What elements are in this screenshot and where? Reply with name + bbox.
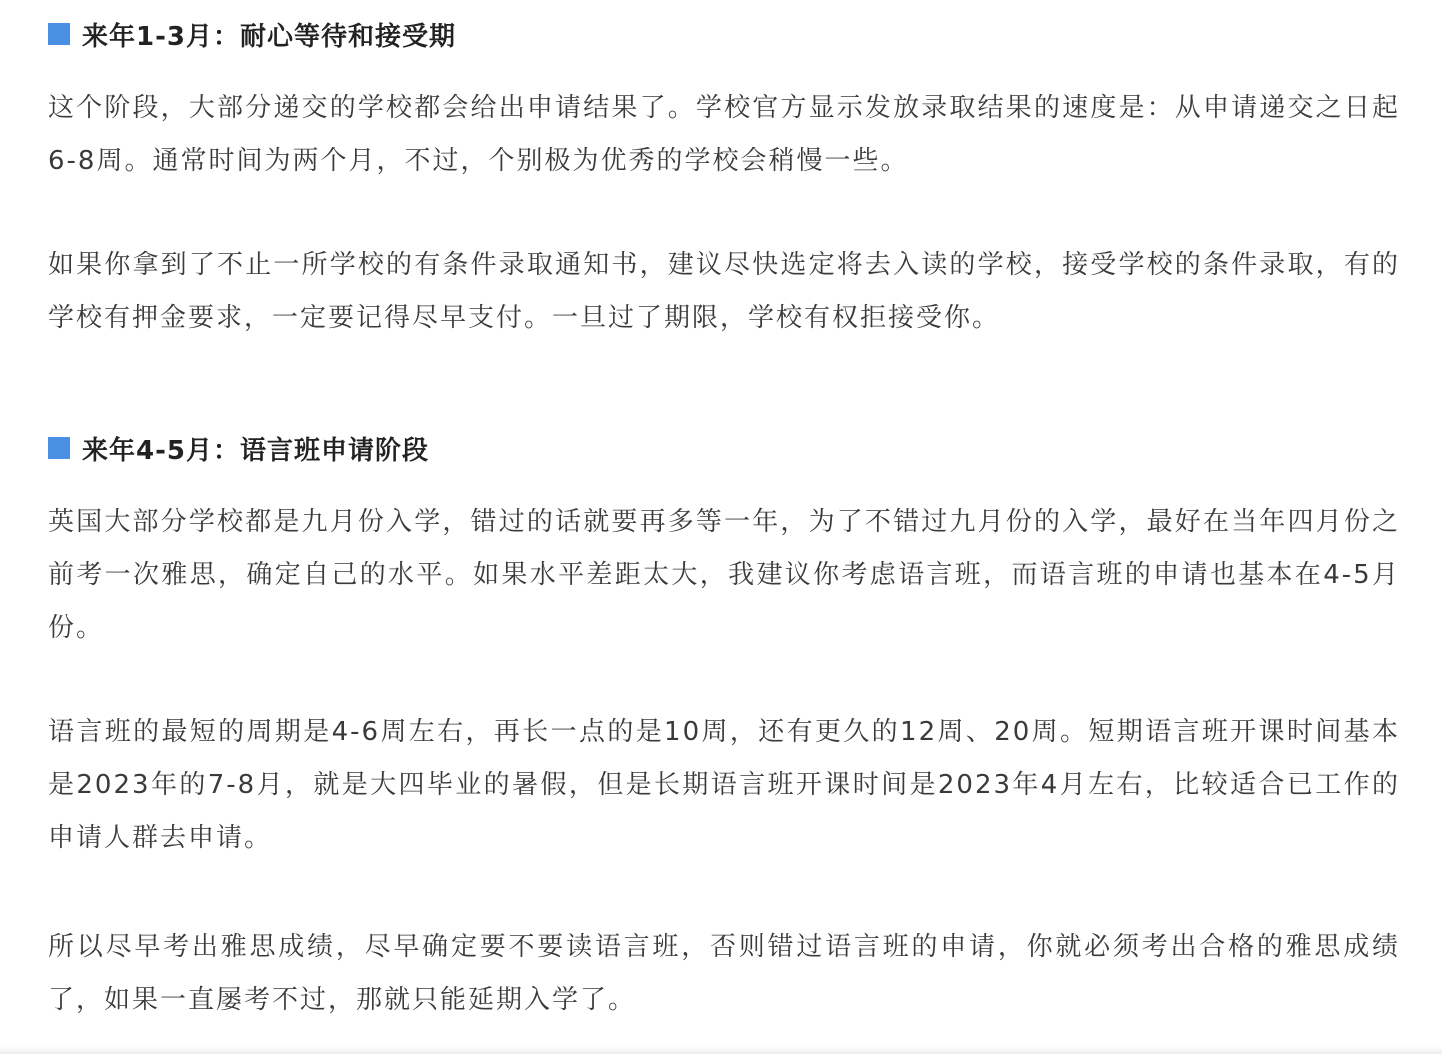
section-heading-jan-mar xyxy=(48,14,456,54)
section-heading-text: 来年1-3月：耐心等待和接受期 xyxy=(82,21,456,52)
bottom-edge-shadow xyxy=(0,1046,1442,1054)
blue-square-bullet-icon xyxy=(48,437,70,459)
paragraph: 这个阶段，大部分递交的学校都会给出申请结果了。学校官方显示发放录取结果的速度是：从申请递交之日起6-8周。通常时间为两个月，不过，个别极为优秀的学校会稍慢一些。 xyxy=(48,93,1400,176)
section-heading-apr-may xyxy=(48,428,429,468)
paragraph: 如果你拿到了不止一所学校的有条件录取通知书，建议尽快选定将去入读的学校，接受学校的条件录取，有的学校有押金要求，一定要记得尽早支付。一旦过了期限，学校有权拒接受你。 xyxy=(48,250,1400,333)
paragraph: 语言班的最短的周期是4-6周左右，再长一点的是10周，还有更久的12周、20周。短期语言班开课时间基本是2023年的7-8月，就是大四毕业的暑假，但是长期语言班开课时间是2023年4月左右，比较适合已工作的申请人群去申请。 xyxy=(48,717,1400,853)
blue-square-bullet-icon xyxy=(48,23,70,45)
paragraph: 英国大部分学校都是九月份入学，错过的话就要再多等一年，为了不错过九月份的入学，最好在当年四月份之前考一次雅思，确定自己的水平。如果水平差距太大，我建议你考虑语言班，而语言班的申请也基本在4-5月份。 xyxy=(48,507,1400,643)
paragraph: 所以尽早考出雅思成绩，尽早确定要不要读语言班，否则错过语言班的申请，你就必须考出合格的雅思成绩了，如果一直屡考不过，那就只能延期入学了。 xyxy=(48,932,1400,1015)
section-heading-text: 来年4-5月：语言班申请阶段 xyxy=(82,435,429,466)
